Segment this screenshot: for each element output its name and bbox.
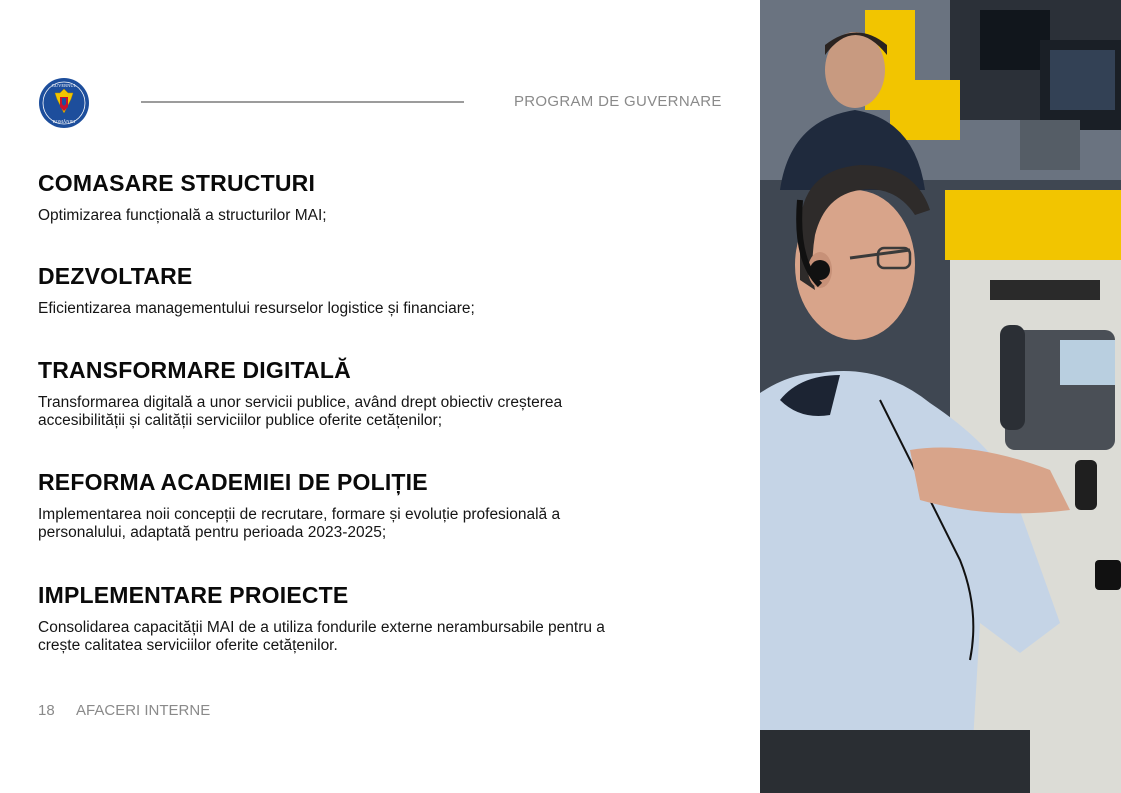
section-title: IMPLEMENTARE PROIECTE (38, 582, 349, 608)
section-reforma-academiei (38, 469, 578, 542)
logo-text-top: GUVERNUL (51, 83, 77, 88)
section-title: COMASARE STRUCTURI (38, 170, 316, 196)
government-logo (38, 77, 90, 129)
section-comasare (38, 170, 638, 225)
section-transformare-digitala (38, 357, 608, 430)
program-label: PROGRAM DE GUVERNARE (514, 93, 722, 110)
section-text: Optimizarea funcțională a structurilor MAI; (38, 207, 327, 224)
section-text: Consolidarea capacității MAI de a utiliza fondurile externe nerambursabile pentru a crește calitatea serviciilor oferite cetățenilor. (38, 619, 605, 654)
page-number: 18 (38, 702, 55, 719)
section-text: Implementarea noii concepții de recrutare, formare și evoluție profesională a personalului, adaptată pentru perioada 2023-2025; (38, 506, 561, 541)
header-divider (141, 101, 464, 103)
dispatch-center-photo (760, 0, 1121, 793)
section-text: Eficientizarea managementului resurselor logistice și financiare; (38, 300, 475, 317)
section-title: DEZVOLTARE (38, 263, 193, 289)
section-title: TRANSFORMARE DIGITALĂ (38, 357, 351, 383)
page-footer (38, 702, 210, 719)
section-text: Transformarea digitală a unor servicii publice, având drept obiectiv creșterea accesibilității și calității serviciilor publice oferite cetățenilor; (38, 394, 563, 429)
logo-text-bottom: ROMÂNIEI (52, 119, 76, 124)
section-implementare-proiecte (38, 582, 608, 655)
section-dezvoltare (38, 263, 638, 318)
footer-section-name: AFACERI INTERNE (76, 702, 211, 719)
section-title: REFORMA ACADEMIEI DE POLIȚIE (38, 469, 428, 495)
